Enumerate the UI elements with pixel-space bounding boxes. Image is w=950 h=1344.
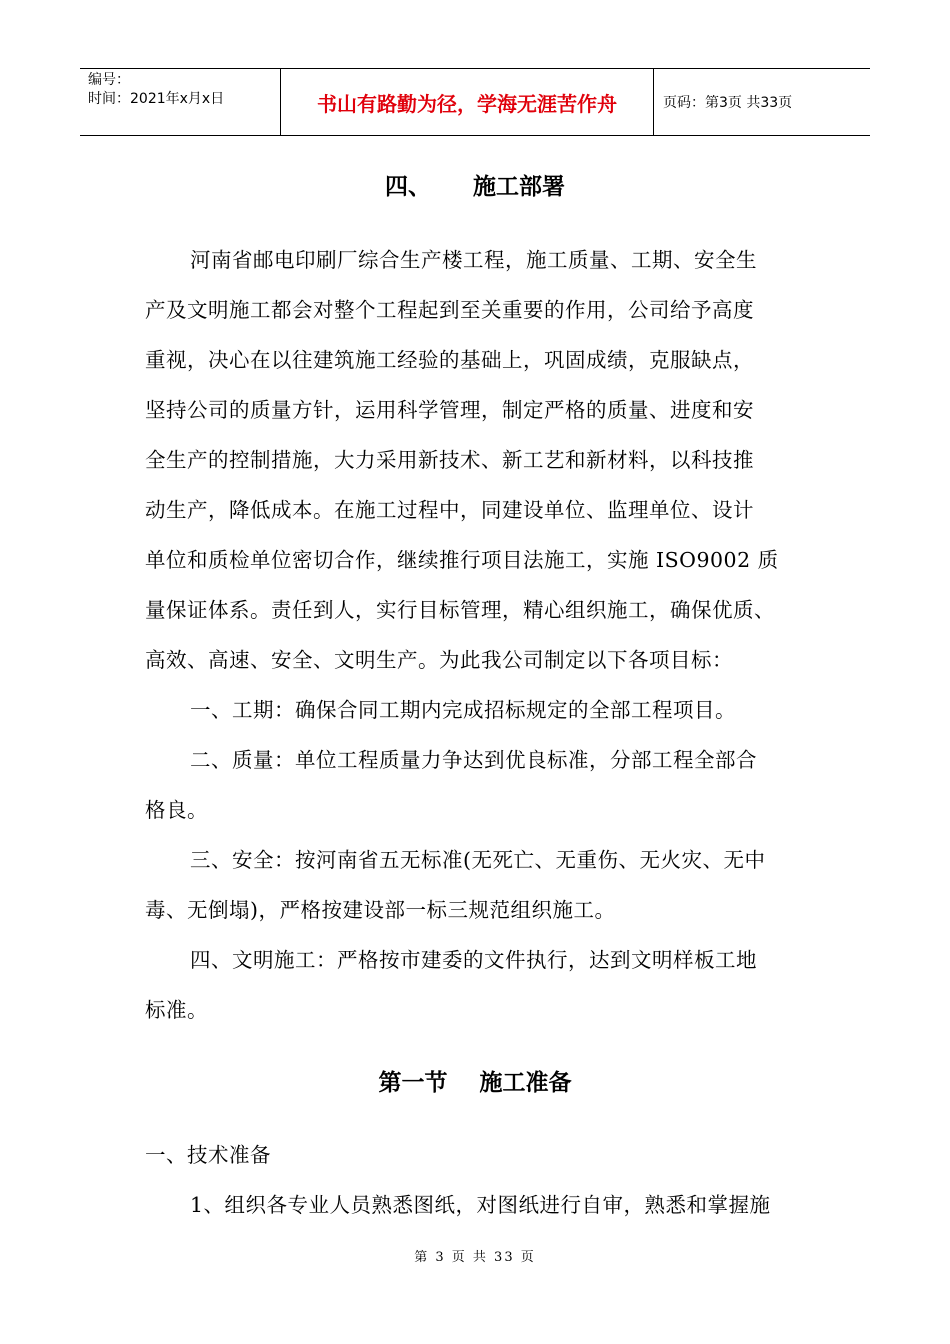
time-label: 时间：2021年x月x日 <box>88 91 225 107</box>
section-title <box>0 168 950 201</box>
header-page-info: 页码：第3页 共33页 <box>663 95 793 111</box>
paragraph-line: 量保证体系。责任到人，实行目标管理，精心组织施工，确保优质、 <box>145 598 775 622</box>
paragraph-line: 全生产的控制措施，大力采用新技术、新工艺和新材料，以科技推 <box>145 448 754 472</box>
number-label: 编号： <box>88 72 130 88</box>
paragraph-line: 单位和质检单位密切合作，继续推行项目法施工，实施 ISO9002 质 <box>145 548 779 572</box>
tech-prep-item-1: 1、组织各专业人员熟悉图纸，对图纸进行自审，熟悉和掌握施 <box>190 1193 771 1217</box>
document-header <box>80 68 870 136</box>
goal-quality-cont: 格良。 <box>145 798 208 822</box>
paragraph-line: 坚持公司的质量方针，运用科学管理，制定严格的质量、进度和安 <box>145 398 754 422</box>
subsection-title: 第一节 施工准备 <box>378 1070 572 1096</box>
paragraph-line: 产及文明施工都会对整个工程起到至关重要的作用，公司给予高度 <box>145 298 754 322</box>
tech-prep-heading: 一、技术准备 <box>145 1143 271 1167</box>
intro-paragraph <box>145 235 825 1035</box>
section-number: 四、 <box>385 174 431 200</box>
header-motto: 书山有路勤为径，学海无涯苦作舟 <box>281 69 654 135</box>
goal-civilized-cont: 标准。 <box>145 998 208 1022</box>
paragraph-line: 河南省邮电印刷厂综合生产楼工程，施工质量、工期、安全生 <box>190 248 757 272</box>
header-meta <box>80 69 281 135</box>
goal-safety-cont: 毒、无倒塌)，严格按建设部一标三规范组织施工。 <box>145 898 616 922</box>
paragraph-line: 重视，决心在以往建筑施工经验的基础上，巩固成绩，克服缺点， <box>145 348 754 372</box>
goal-civilized: 四、文明施工：严格按市建委的文件执行，达到文明样板工地 <box>190 948 757 972</box>
page-footer: 第 3 页 共 33 页 <box>414 1250 536 1265</box>
tech-prep-section <box>145 1130 825 1230</box>
goal-quality: 二、质量：单位工程质量力争达到优良标准，分部工程全部合 <box>190 748 757 772</box>
paragraph-line: 高效、高速、安全、文明生产。为此我公司制定以下各项目标： <box>145 648 733 672</box>
goal-schedule: 一、工期：确保合同工期内完成招标规定的全部工程项目。 <box>190 698 736 722</box>
paragraph-line: 动生产，降低成本。在施工过程中，同建设单位、监理单位、设计 <box>145 498 754 522</box>
goal-safety: 三、安全：按河南省五无标准(无死亡、无重伤、无火灾、无中 <box>190 848 766 872</box>
section-title-text: 施工部署 <box>473 174 565 200</box>
